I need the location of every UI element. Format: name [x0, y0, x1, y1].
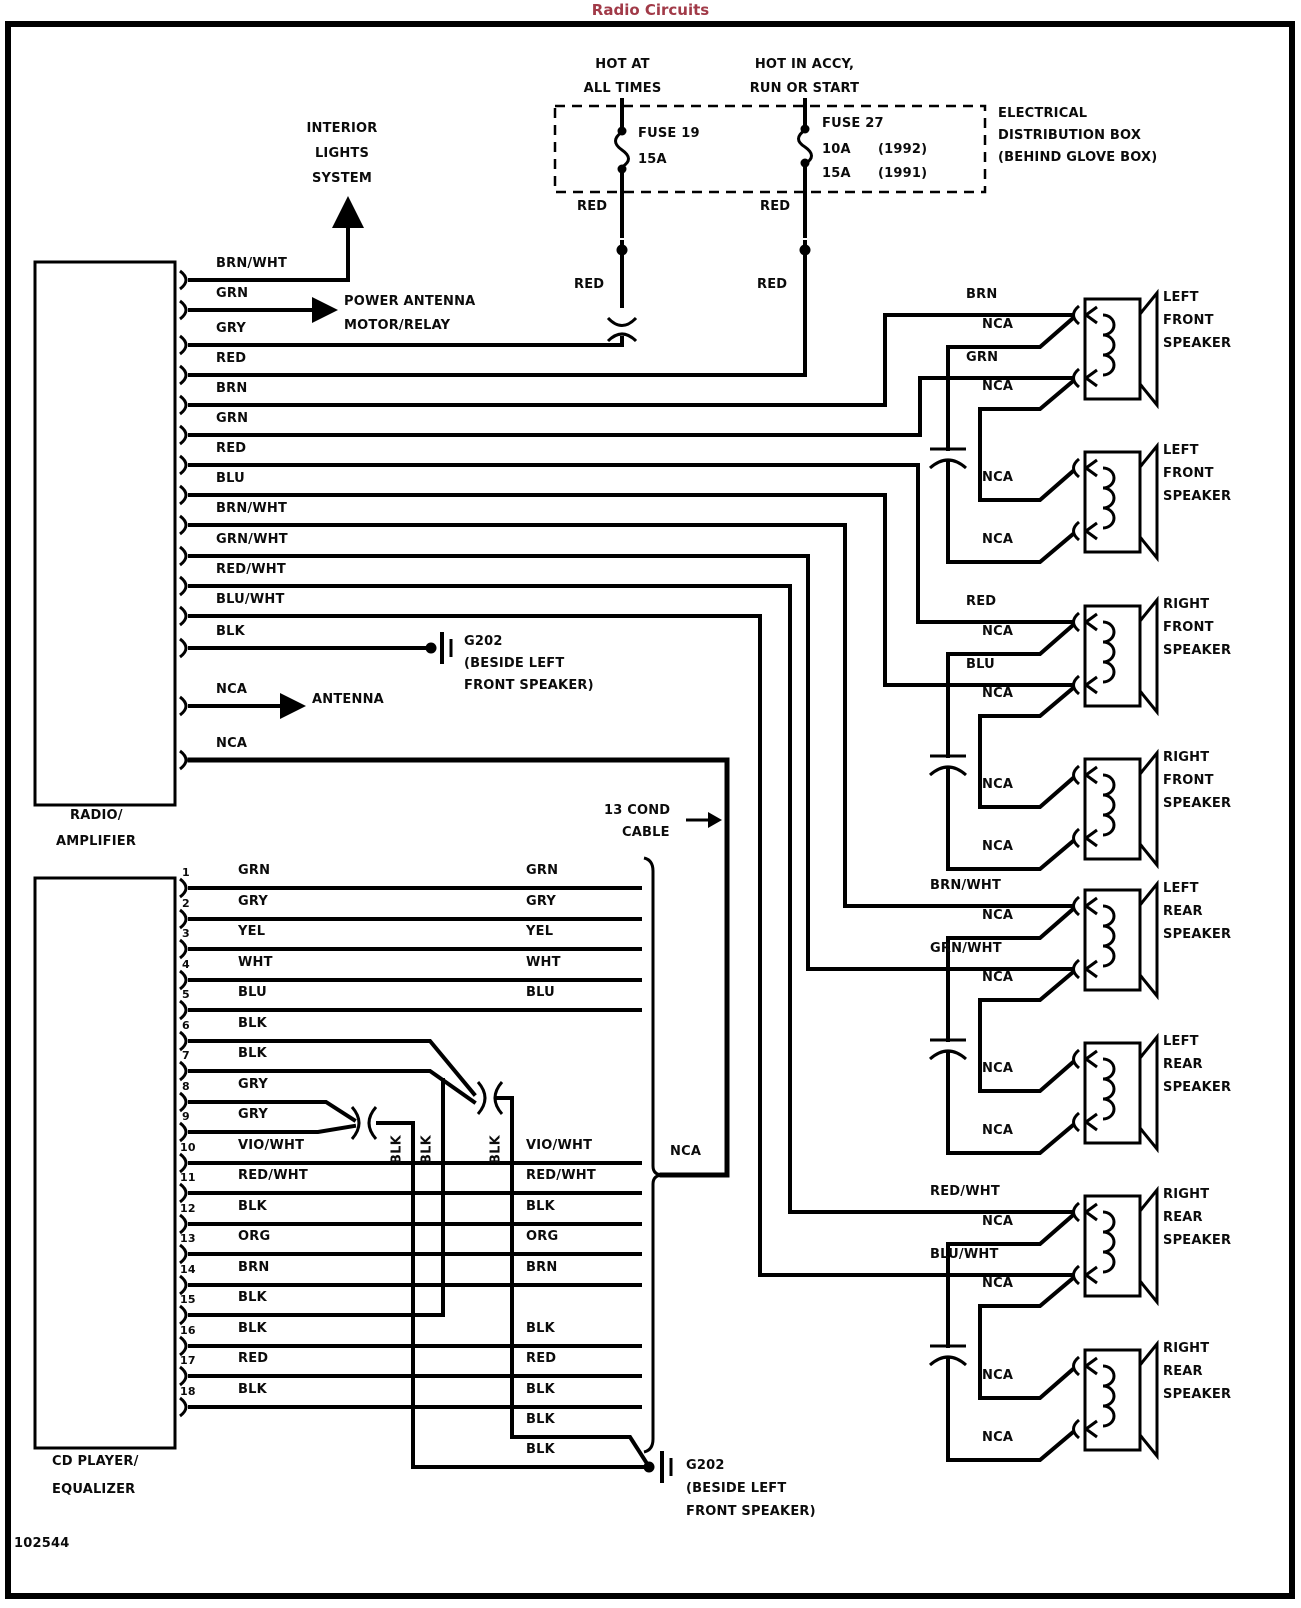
doc-id: 102544: [14, 1536, 70, 1551]
pin-wire-label: BLK: [238, 1016, 267, 1031]
speaker-label: REAR: [1163, 1057, 1203, 1072]
power-antenna-label2: MOTOR/RELAY: [344, 318, 451, 333]
pin-number: 2: [182, 897, 190, 910]
speaker-label: RIGHT: [1163, 1341, 1210, 1356]
feed1-label: HOT AT: [595, 57, 650, 72]
pin-wire-label: RED/WHT: [238, 1168, 308, 1183]
pin-number: 5: [182, 988, 190, 1001]
speaker-wire-label: NCA: [982, 970, 1014, 985]
radio-wire-label: GRN/WHT: [216, 532, 288, 547]
distribution-box-label: ELECTRICAL: [998, 106, 1088, 121]
speaker-label: SPEAKER: [1163, 1233, 1232, 1248]
radio-box-label2: AMPLIFIER: [56, 834, 137, 849]
speaker-wire-label: BLU: [966, 657, 995, 672]
pin-number: 4: [182, 958, 190, 971]
pin-wire-label: BLK: [238, 1199, 267, 1214]
wire-label-red: RED: [757, 277, 788, 292]
speaker-icons: [1074, 293, 1158, 1456]
tail-wire-label: BLK: [526, 1442, 555, 1457]
speaker-wire-label: NCA: [982, 379, 1014, 394]
radio-wire-label: NCA: [216, 736, 248, 751]
pin-number: 6: [182, 1019, 190, 1032]
speaker-label: REAR: [1163, 1364, 1203, 1379]
speaker-wire-label: NCA: [982, 1276, 1014, 1291]
fuse1-rating: 15A: [638, 152, 667, 167]
fuse2-rating2: 15A: [822, 166, 851, 181]
cable-brace: [644, 858, 663, 1452]
speaker-wire-label: GRN: [966, 350, 999, 365]
pin-wire-label: RED: [238, 1351, 269, 1366]
pin-wire-label: BLK: [238, 1382, 267, 1397]
pin-wire-label: GRY: [238, 894, 268, 909]
speaker-wire-label: NCA: [982, 470, 1014, 485]
speaker-wire-label: NCA: [982, 317, 1014, 332]
speaker-wire-label: NCA: [982, 777, 1014, 792]
cd-player-box: [35, 878, 175, 1448]
wire-label-red: RED: [574, 277, 605, 292]
pin-wire-label: YEL: [238, 924, 266, 939]
feed2-label2: RUN OR START: [749, 81, 860, 96]
pin-wire-label2: BRN: [526, 1260, 558, 1275]
speaker-wire-label: NCA: [982, 1430, 1014, 1445]
distribution-box-label2: DISTRIBUTION BOX: [998, 128, 1142, 143]
pin-wire-label: GRY: [238, 1077, 268, 1092]
speaker-wire-label: RED: [966, 594, 997, 609]
cable-nca-label: NCA: [670, 1144, 702, 1159]
spea­ker-wire-label: BLU/WHT: [930, 1247, 999, 1262]
antenna-label: ANTENNA: [312, 692, 384, 707]
pin-number: 16: [180, 1324, 196, 1337]
ground-cd-label2: (BESIDE LEFT: [686, 1481, 787, 1496]
pin-wire-label: BLK: [238, 1046, 267, 1061]
speaker-label: SPEAKER: [1163, 796, 1232, 811]
interior-lights-label2: LIGHTS: [314, 146, 370, 161]
radio-wire-label: RED: [216, 441, 247, 456]
pin-wire-label2: BLK: [526, 1321, 555, 1336]
pin-number: 15: [180, 1293, 196, 1306]
cable-label: 13 COND: [604, 803, 671, 818]
speaker-wire-label: NCA: [982, 624, 1014, 639]
speaker-label: LEFT: [1163, 290, 1199, 305]
pin-wire-label2: RED/WHT: [526, 1168, 596, 1183]
speaker-wire-label: NCA: [982, 839, 1014, 854]
pin-wire-label2: YEL: [526, 924, 554, 939]
fuse2-name: FUSE 27: [822, 116, 884, 131]
speaker-label: REAR: [1163, 904, 1203, 919]
pin-wire-label2: GRY: [526, 894, 556, 909]
speaker-label: REAR: [1163, 1210, 1203, 1225]
pin-wire-label2: BLK: [526, 1199, 555, 1214]
fuse2-year2: (1991): [878, 166, 928, 181]
speaker-wire-label: GRN/WHT: [930, 941, 1002, 956]
page-title: Radio Circuits: [591, 1, 710, 19]
speaker-label: SPEAKER: [1163, 1080, 1232, 1095]
pin-wire-label2: VIO/WHT: [526, 1138, 593, 1153]
speaker-label: LEFT: [1163, 881, 1199, 896]
pin-number: 18: [180, 1385, 196, 1398]
speaker-wire-label: NCA: [982, 1368, 1014, 1383]
speaker-wire-label: NCA: [982, 686, 1014, 701]
pin-number: 8: [182, 1080, 190, 1093]
pin-wire-label2: BLU: [526, 985, 555, 1000]
ground-radio-label2: (BESIDE LEFT: [464, 656, 565, 671]
cable-label2: CABLE: [622, 825, 670, 840]
pin-number: 13: [180, 1232, 196, 1245]
pin-number: 1: [182, 866, 190, 879]
speaker-label: SPEAKER: [1163, 643, 1232, 658]
fuse1-name: FUSE 19: [638, 126, 700, 141]
pin-number: 11: [180, 1171, 196, 1184]
ground-radio-label3: FRONT SPEAKER): [464, 678, 594, 693]
speaker-wire-label: NCA: [982, 1123, 1014, 1138]
wire-label-red: RED: [760, 199, 791, 214]
pin-wire-label: BLK: [238, 1321, 267, 1336]
speaker-label: RIGHT: [1163, 1187, 1210, 1202]
splice-dot: [800, 245, 811, 256]
interior-lights-label: INTERIOR: [306, 121, 378, 136]
speaker-wire-label: NCA: [982, 532, 1014, 547]
pin-wire-label: VIO/WHT: [238, 1138, 305, 1153]
radio-wire-label: RED: [216, 351, 247, 366]
radio-wire-label: BLU: [216, 471, 245, 486]
pin-number: 7: [182, 1049, 190, 1062]
pin-wire-label: GRN: [238, 863, 271, 878]
pin-number: 14: [180, 1263, 196, 1276]
radio-wire-label: GRY: [216, 321, 246, 336]
splice-connector-icon: [478, 1082, 485, 1114]
speaker-wire-label: NCA: [982, 908, 1014, 923]
radio-wire-label: BRN: [216, 381, 248, 396]
speaker-label: FRONT: [1163, 620, 1214, 635]
ground-cd-id: G202: [686, 1458, 725, 1473]
radio-wire-label: RED/WHT: [216, 562, 286, 577]
radio-box-label: RADIO/: [70, 808, 123, 823]
pin-number: 10: [180, 1141, 196, 1154]
fuse-19-icon: [616, 132, 629, 167]
speaker-wire-label: BRN/WHT: [930, 878, 1002, 893]
feed2-label: HOT IN ACCY,: [754, 57, 855, 72]
speaker-wire-label: NCA: [982, 1214, 1014, 1229]
fuse2-year1: (1992): [878, 142, 928, 157]
speaker-label: FRONT: [1163, 773, 1214, 788]
speaker-label: RIGHT: [1163, 750, 1210, 765]
pin-number: 9: [182, 1110, 190, 1123]
splice-wire-label: BLK: [488, 1135, 504, 1164]
speaker-label: FRONT: [1163, 313, 1214, 328]
speaker-label: SPEAKER: [1163, 1387, 1232, 1402]
speaker-label: LEFT: [1163, 1034, 1199, 1049]
wire-label-red: RED: [577, 199, 608, 214]
pin-number: 17: [180, 1354, 196, 1367]
radio-wire-label: GRN: [216, 411, 249, 426]
fuse2-rating1: 10A: [822, 142, 851, 157]
speaker-label: SPEAKER: [1163, 336, 1232, 351]
pin-wire-label2: ORG: [526, 1229, 559, 1244]
radio-wire-label: GRN: [216, 286, 249, 301]
pin-wire-label: WHT: [238, 955, 273, 970]
distribution-box-label3: (BEHIND GLOVE BOX): [998, 150, 1158, 165]
radio-wire-label: NCA: [216, 682, 248, 697]
pin-wire-label2: GRN: [526, 863, 559, 878]
pin-wire-label2: BLK: [526, 1382, 555, 1397]
ground-cd-label3: FRONT SPEAKER): [686, 1504, 816, 1519]
feed1-label2: ALL TIMES: [583, 81, 662, 96]
pin-wire-label: ORG: [238, 1229, 271, 1244]
speaker-wire-label: NCA: [982, 1061, 1014, 1076]
inline-connector-icon: [608, 318, 636, 326]
speaker-label: FRONT: [1163, 466, 1214, 481]
radio-amplifier-box: [35, 262, 175, 805]
interior-lights-arrow-icon: [332, 196, 364, 228]
interior-lights-label3: SYSTEM: [311, 171, 373, 186]
cd-box-label2: EQUALIZER: [52, 1482, 136, 1497]
tail-wire-label: BLK: [526, 1412, 555, 1427]
speaker-wire-label: RED/WHT: [930, 1184, 1000, 1199]
splice-wire-label: BLK: [389, 1135, 405, 1164]
pin-wire-label: BRN: [238, 1260, 270, 1275]
speaker-wire-label: BRN: [966, 287, 998, 302]
speaker-label: LEFT: [1163, 443, 1199, 458]
radio-wire-label: BLK: [216, 624, 245, 639]
power-antenna-arrow-icon: [312, 297, 338, 323]
power-antenna-label: POWER ANTENNA: [344, 294, 476, 309]
cd-box-label: CD PLAYER/: [52, 1454, 139, 1469]
radio-wire-label: BRN/WHT: [216, 256, 288, 271]
speaker-label: SPEAKER: [1163, 927, 1232, 942]
radio-wire-label: BRN/WHT: [216, 501, 288, 516]
pin-wire-label: GRY: [238, 1107, 268, 1122]
pin-wire-label2: WHT: [526, 955, 561, 970]
pin-number: 12: [180, 1202, 196, 1215]
splice-wire-label: BLK: [419, 1135, 435, 1164]
ground-radio-id: G202: [464, 634, 503, 649]
pin-wire-label2: RED: [526, 1351, 557, 1366]
antenna-arrow-icon: [280, 693, 306, 719]
pin-wire-label: BLK: [238, 1290, 267, 1305]
radio-wire-label: BLU/WHT: [216, 592, 285, 607]
speaker-label: RIGHT: [1163, 597, 1210, 612]
pin-number: 3: [182, 927, 190, 940]
speaker-label: SPEAKER: [1163, 489, 1232, 504]
splice-dot: [617, 245, 628, 256]
cable-arrow-icon: [708, 812, 722, 828]
pin-wire-label: BLU: [238, 985, 267, 1000]
